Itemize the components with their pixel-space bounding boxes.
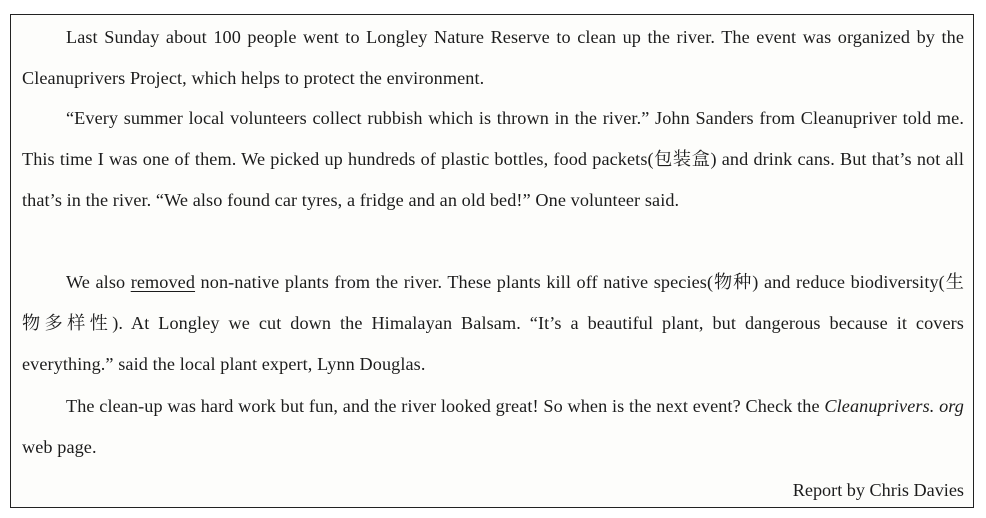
website-name: Cleanuprivers. org bbox=[824, 396, 965, 416]
paragraph-3 bbox=[22, 262, 964, 384]
paragraph-3-start: We also bbox=[66, 272, 131, 292]
paragraph-4 bbox=[22, 386, 964, 468]
report-signature: Report by Chris Davies bbox=[792, 480, 964, 500]
paragraph-2: “Every summer local volunteers collect rubbish which is thrown in the river.” John Sanders from Cleanupriver told me. This time I was one of them. We picked up hundreds of plastic bottles, food packets(包装盒) and drink cans. But that’s not all that’s in the river. “We also found car tyres, a fridge and an old bed!” One volunteer said. bbox=[22, 108, 964, 210]
underlined-word: removed bbox=[130, 272, 196, 292]
paragraph-4-rest: web page. bbox=[22, 436, 97, 457]
paragraph-1: Last Sunday about 100 people went to Longley Nature Reserve to clean up the river. The event was organized by the Cleanuprivers Project, which helps to protect the environment. bbox=[22, 27, 964, 88]
paragraph-4-start: The clean-up was hard work but fun, and the river looked great! So when is the next event? Check the bbox=[66, 396, 825, 416]
paragraph-3-rest: non-native plants from the river. These plants kill off native species(物种) and reduce biodiversity(生物多样性). At Longley we cut down the Himalayan Balsam. “It’s a beautiful plant, but dangerous because it covers everything.” said the local plant expert, Lynn Douglas. bbox=[22, 272, 964, 374]
